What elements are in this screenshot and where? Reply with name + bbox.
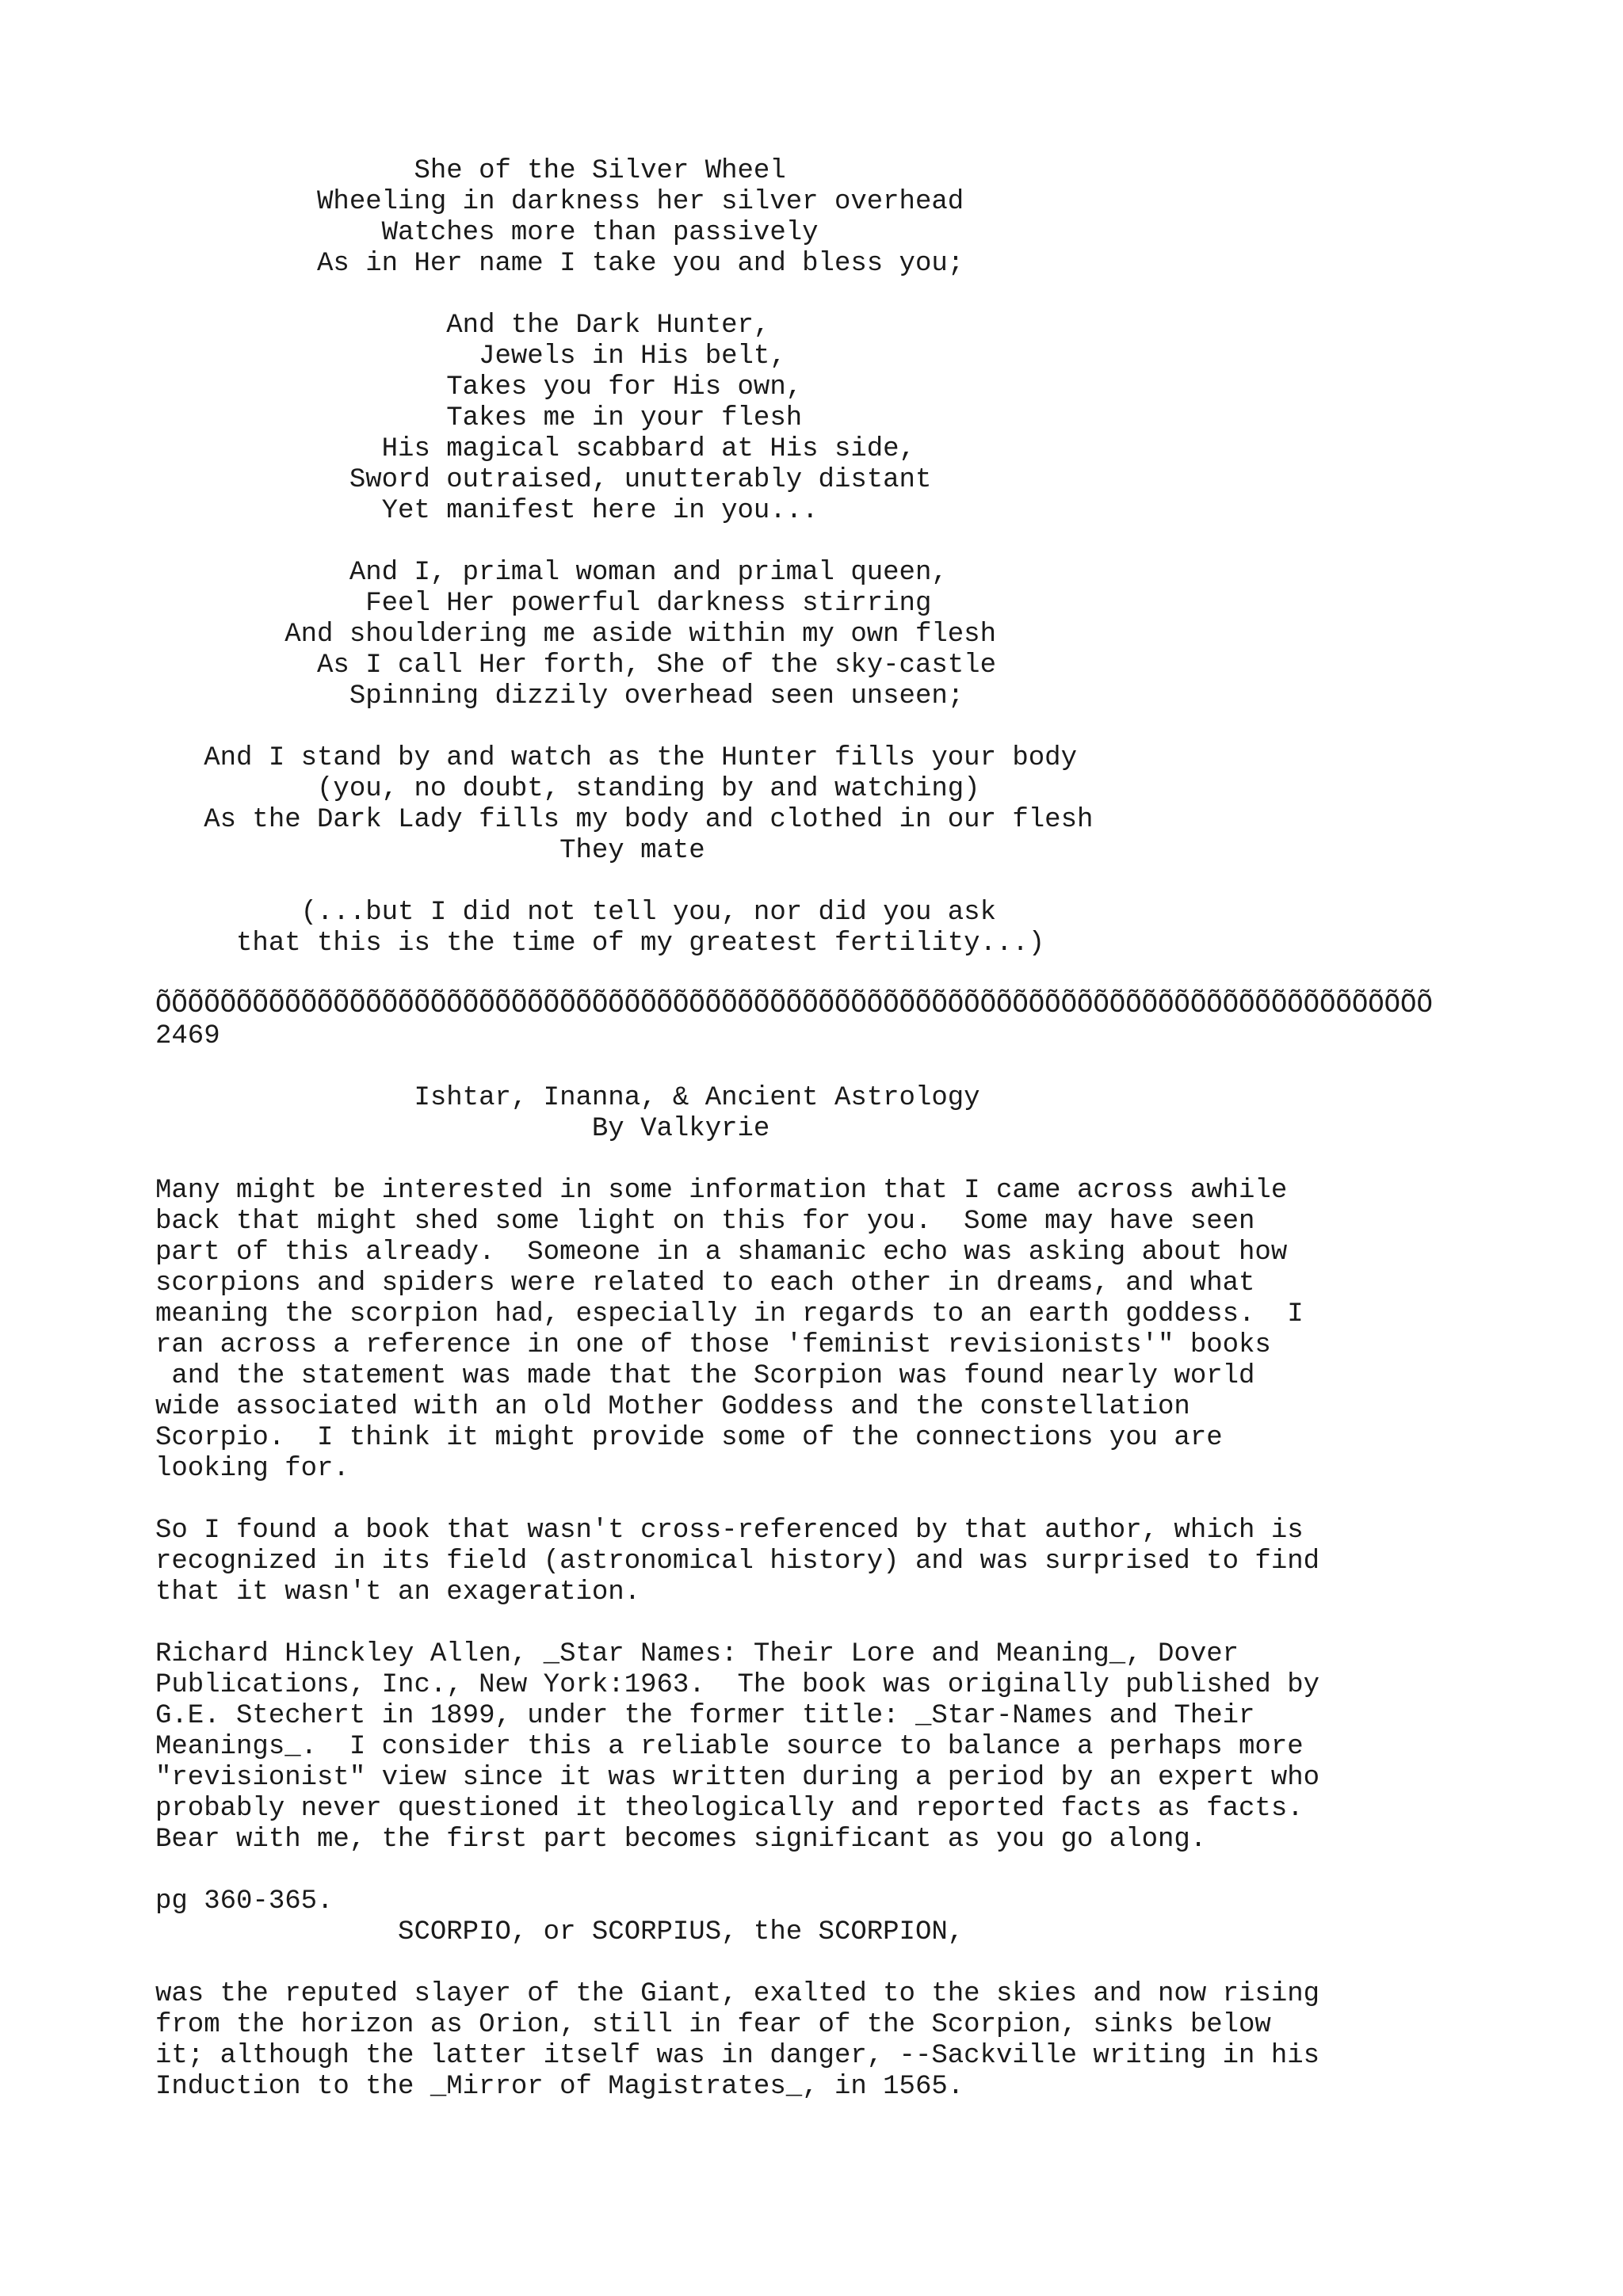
body-line: part of this already. Someone in a shamanic echo was asking about how — [155, 1238, 1288, 1268]
body-line: scorpions and spiders were related to each other in dreams, and what — [155, 1268, 1255, 1299]
body-line: Bear with me, the first part becomes significant as you go along. — [155, 1825, 1207, 1855]
poem-line: Watches more than passively — [155, 218, 819, 248]
poem-line: And I, primal woman and primal queen, — [155, 558, 948, 588]
poem-line: Yet manifest here in you... — [155, 496, 819, 526]
poem-line: And shouldering me aside within my own flesh — [155, 620, 996, 650]
body-line: pg 360-365. — [155, 1886, 334, 1917]
poem-line: As I call Her forth, She of the sky-castle — [155, 650, 996, 681]
body-line: probably never questioned it theologically and reported facts as facts. — [155, 1794, 1304, 1824]
poem-line: His magical scabbard at His side, — [155, 434, 915, 464]
body-line: was the reputed slayer of the Giant, exalted to the skies and now rising — [155, 1979, 1320, 2009]
body-line: Many might be interested in some information that I came across awhile — [155, 1176, 1288, 1206]
poem-line: Feel Her powerful darkness stirring — [155, 589, 932, 619]
body-line: back that might shed some light on this for you. Some may have seen — [155, 1207, 1255, 1237]
body-line: from the horizon as Orion, still in fear of the Scorpion, sinks below — [155, 2010, 1271, 2040]
body-line: Induction to the _Mirror of Magistrates_, in 1565. — [155, 2072, 964, 2102]
poem-line: Spinning dizzily overhead seen unseen; — [155, 681, 964, 711]
poem-line: Jewels in His belt, — [155, 341, 786, 372]
body-line: Richard Hinckley Allen, _Star Names: Their Lore and Meaning_, Dover — [155, 1639, 1239, 1669]
poem-line: They mate — [155, 836, 705, 866]
poem-line: (...but I did not tell you, nor did you ask — [155, 898, 996, 928]
poem-line: Takes you for His own, — [155, 372, 803, 402]
message-number: 2469 — [155, 1021, 220, 1051]
poem-line: And the Dark Hunter, — [155, 311, 770, 341]
body-line: G.E. Stechert in 1899, under the former title: _Star-Names and Their — [155, 1701, 1255, 1731]
body-line: ran across a reference in one of those 'feminist revisionists'" books — [155, 1330, 1271, 1360]
article-byline: By Valkyrie — [155, 1114, 770, 1144]
poem-line: Takes me in your flesh — [155, 403, 803, 433]
poem-line: that this is the time of my greatest fertility...) — [155, 929, 1045, 959]
body-line: Meanings_. I consider this a reliable source to balance a perhaps more — [155, 1732, 1304, 1762]
poem-line: And I stand by and watch as the Hunter fills your body — [155, 743, 1077, 773]
body-line: that it wasn't an exageration. — [155, 1577, 641, 1608]
body-line: So I found a book that wasn't cross-referenced by that author, which is — [155, 1516, 1304, 1546]
poem-line: As the Dark Lady fills my body and clothed in our flesh — [155, 805, 1094, 835]
poem-line: As in Her name I take you and bless you; — [155, 249, 964, 279]
body-line: recognized in its field (astronomical history) and was surprised to find — [155, 1547, 1320, 1577]
body-line: meaning the scorpion had, especially in regards to an earth goddess. I — [155, 1299, 1304, 1329]
poem-line: She of the Silver Wheel — [155, 156, 786, 186]
separator-line: ÕÕÕÕÕÕÕÕÕÕÕÕÕÕÕÕÕÕÕÕÕÕÕÕÕÕÕÕÕÕÕÕÕÕÕÕÕÕÕÕÕÕÕÕÕÕÕÕÕÕÕÕÕÕÕÕÕÕÕÕÕÕÕÕÕÕÕÕÕÕÕÕÕÕÕÕÕÕÕ — [155, 990, 1433, 1020]
body-line: wide associated with an old Mother Goddess and the constellation — [155, 1392, 1190, 1422]
body-line: and the statement was made that the Scorpion was found nearly world — [155, 1361, 1255, 1391]
poem-line: (you, no doubt, standing by and watching) — [155, 774, 980, 804]
body-line: looking for. — [155, 1454, 349, 1484]
body-line: "revisionist" view since it was written during a period by an expert who — [155, 1763, 1320, 1793]
body-line: Publications, Inc., New York:1963. The book was originally published by — [155, 1670, 1320, 1700]
body-line: Scorpio. I think it might provide some of the connections you are — [155, 1423, 1223, 1453]
article-title: Ishtar, Inanna, & Ancient Astrology — [155, 1083, 980, 1113]
poem-line: Sword outraised, unutterably distant — [155, 465, 932, 495]
body-line: it; although the latter itself was in danger, --Sackville writing in his — [155, 2041, 1320, 2071]
section-heading: SCORPIO, or SCORPIUS, the SCORPION, — [155, 1917, 964, 1947]
poem-line: Wheeling in darkness her silver overhead — [155, 187, 964, 217]
